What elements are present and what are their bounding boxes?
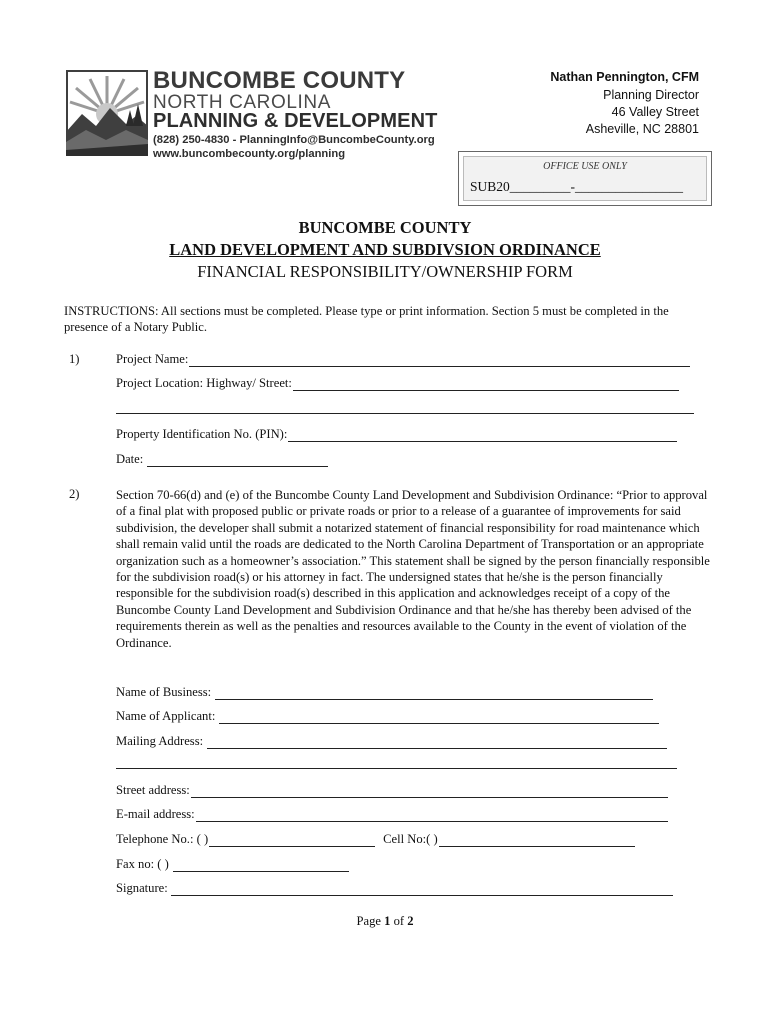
doc-title-ordinance: LAND DEVELOPMENT AND SUBDIVSION ORDINANCE: [169, 240, 601, 259]
applicant-name-label: Name of Applicant:: [116, 709, 216, 723]
page-total: 2: [407, 914, 414, 928]
business-name-input[interactable]: [215, 686, 653, 700]
mailing-address-input[interactable]: [207, 735, 667, 749]
pin-label: Property Identification No. (PIN):: [116, 427, 288, 441]
page-current: 1: [384, 914, 391, 928]
telephone-label: Telephone No.: ( ): [116, 832, 209, 846]
doc-title-form: FINANCIAL RESPONSIBILITY/OWNERSHIP FORM: [197, 262, 573, 281]
project-location-input[interactable]: [293, 377, 679, 391]
mailing-address-field[interactable]: [116, 733, 667, 749]
signature-field[interactable]: [116, 880, 673, 896]
project-location-field[interactable]: [116, 375, 679, 391]
pin-field[interactable]: [116, 426, 677, 442]
page-prefix: Page: [356, 914, 385, 928]
date-field[interactable]: [116, 451, 328, 467]
email-address-label: E-mail address:: [116, 807, 195, 821]
telephone-field[interactable]: [116, 831, 635, 847]
logo-county-name: BUNCOMBE COUNTY: [153, 67, 406, 94]
business-name-label: Name of Business:: [116, 685, 212, 699]
page-number: [0, 914, 770, 929]
pin-input[interactable]: [288, 428, 677, 442]
office-city: Asheville, NC 28801: [585, 122, 699, 136]
section-2-text: Section 70-66(d) and (e) of the Buncombe County Land Development and Subdivision Ordinance: “Prior to approval of a final plat with proposed public or private roads or prior to a release of a guarantee of improvements for said subdivision, the developer shall submit a notarized statement of financial responsibility for road maintenance which shall remain valid until the roads are dedicated to the North Carolina Department of Transportation or an appropriate organization such as a homeowner’s association.” This statement shall be signed by the person financially responsible for the subdivision road(s) or his attorney in fact. The undersigned states that he/she is the person financially responsible for the subdivision road(s) described in this application and acknowledges receipt of a copy of the Buncombe County Land Development and Subdivision Ordinance and that he/she has thereby been advised of the requirements therein as well as the penalties and resources available to the County in the event of violation of the Ordinance.: [116, 488, 710, 650]
project-name-field[interactable]: [116, 351, 690, 367]
applicant-name-input[interactable]: [219, 710, 659, 724]
office-use-title: OFFICE USE ONLY: [543, 161, 627, 172]
applicant-name-field[interactable]: [116, 708, 659, 724]
logo-state-name: NORTH CAROLINA: [153, 92, 332, 113]
office-use-box: [458, 151, 712, 206]
signature-label: Signature:: [116, 881, 168, 895]
signature-input[interactable]: [171, 882, 673, 896]
section-1-number: 1): [69, 352, 80, 366]
telephone-input[interactable]: [209, 833, 375, 847]
county-logo: [66, 70, 148, 156]
business-name-field[interactable]: [116, 684, 653, 700]
office-use-inner: [463, 156, 707, 201]
fax-field[interactable]: [116, 856, 349, 872]
director-name: Nathan Pennington, CFM: [550, 70, 699, 84]
project-location-label: Project Location: Highway/ Street:: [116, 376, 292, 390]
date-input[interactable]: [147, 453, 328, 467]
logo-department-name: PLANNING & DEVELOPMENT: [153, 110, 438, 132]
cell-input[interactable]: [439, 833, 635, 847]
email-address-input[interactable]: [196, 808, 668, 822]
project-name-input[interactable]: [189, 353, 690, 367]
mountain-sunrise-icon: [66, 70, 148, 156]
email-address-field[interactable]: [116, 806, 668, 822]
cell-label: Cell No:( ): [383, 832, 438, 846]
director-title: Planning Director: [603, 88, 699, 102]
subdivision-code-field[interactable]: SUB20_________-________________: [470, 179, 684, 194]
mailing-address-line-2[interactable]: [116, 768, 677, 769]
project-location-line-2[interactable]: [116, 413, 694, 414]
street-address-field[interactable]: [116, 782, 668, 798]
logo-phone-email: (828) 250-4830 - PlanningInfo@BuncombeCounty.org: [153, 134, 435, 146]
fax-input[interactable]: [173, 858, 349, 872]
date-label: Date:: [116, 452, 144, 466]
mailing-address-label: Mailing Address:: [116, 734, 204, 748]
page-mid: of: [390, 914, 408, 928]
project-name-label: Project Name:: [116, 352, 189, 366]
street-address-input[interactable]: [191, 784, 668, 798]
instructions-text: INSTRUCTIONS: All sections must be completed. Please type or print information. Section 5 must be completed in the presence of a Notary Public.: [64, 304, 669, 335]
section-2-number: 2): [69, 487, 80, 501]
doc-title-county: BUNCOMBE COUNTY: [298, 218, 472, 237]
fax-label: Fax no: ( ): [116, 857, 169, 871]
street-address-label: Street address:: [116, 783, 190, 797]
office-street: 46 Valley Street: [611, 105, 699, 119]
logo-website: www.buncombecounty.org/planning: [153, 148, 346, 160]
